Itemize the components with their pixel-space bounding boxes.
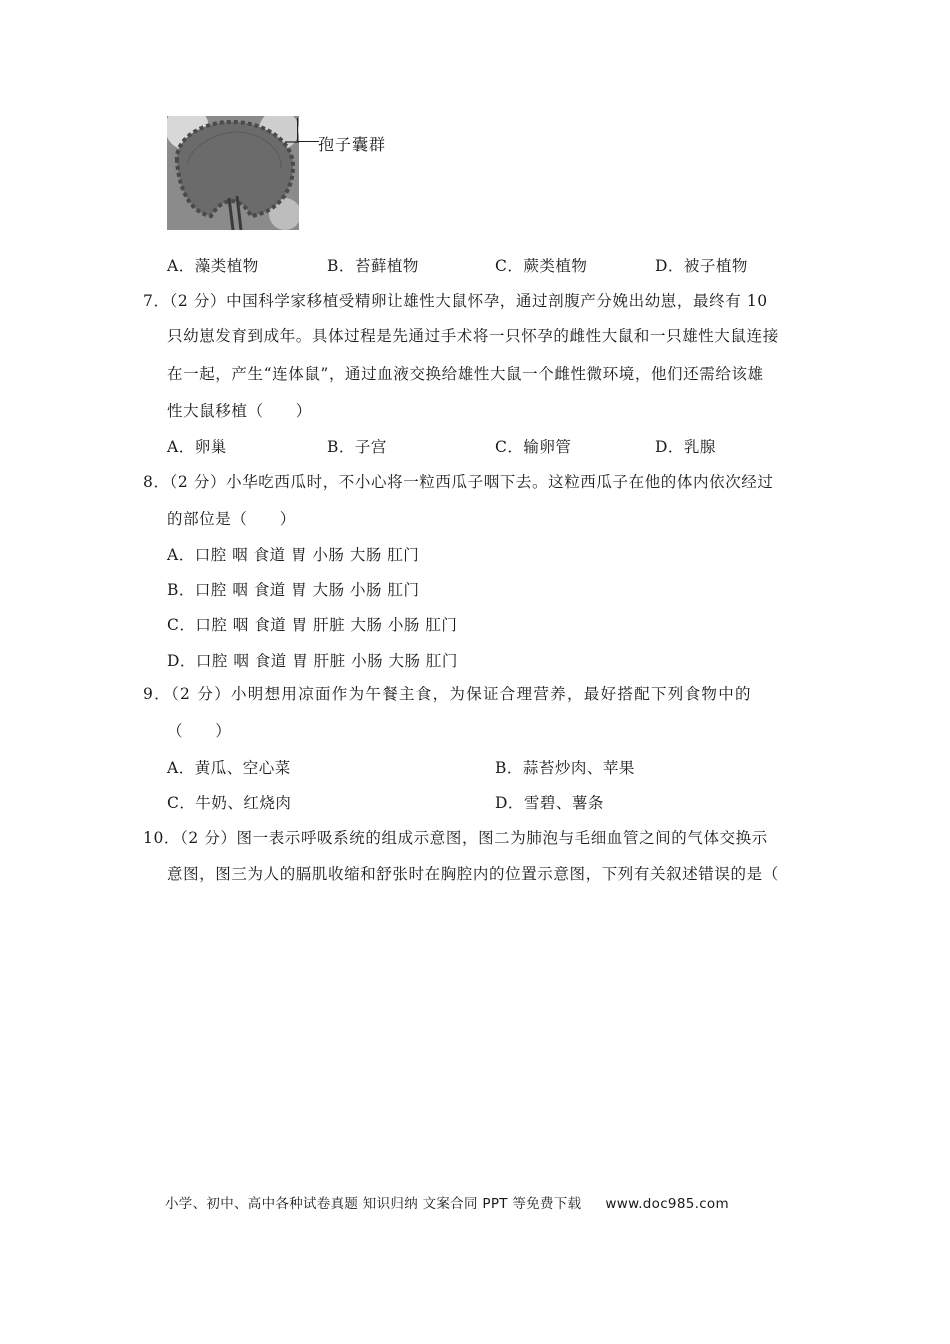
q6-option-a: A．藻类植物	[167, 257, 259, 275]
q6-option-d: D．被子植物	[655, 257, 748, 275]
q8-stem-line-1: 8．（2 分）小华吃西瓜时，不小心将一粒西瓜子咽下去。这粒西瓜子在他的体内依次经过	[143, 473, 774, 491]
q9-stem-line-2: （ ）	[167, 722, 232, 740]
q8-option-b: B．口腔 咽 食道 胃 大肠 小肠 肛门	[167, 581, 420, 599]
page-footer	[165, 1192, 729, 1212]
q10-stem-line-1: 10．（2 分）图一表示呼吸系统的组成示意图，图二为肺泡与毛细血管之间的气体交换示	[143, 829, 768, 847]
figure-pointer-line	[297, 141, 319, 142]
figure-pointer-tick	[297, 118, 298, 142]
q9-option-b: B．蒜苔炒肉、苹果	[495, 759, 635, 777]
q9-option-d: D．雪碧、薯条	[495, 794, 604, 812]
q7-option-d: D．乳腺	[655, 438, 716, 456]
q9-option-c: C．牛奶、红烧肉	[167, 794, 292, 812]
q9-stem-line-1: 9．（2 分）小明想用凉面作为午餐主食，为保证合理营养，最好搭配下列食物中的	[143, 685, 752, 703]
q7-option-c: C．输卵管	[495, 438, 572, 456]
q7-stem-line-2: 只幼崽发育到成年。具体过程是先通过手术将一只怀孕的雌性大鼠和一只雄性大鼠连接	[167, 327, 779, 345]
q7-stem-line-3: 在一起，产生“连体鼠”，通过血液交换给雄性大鼠一个雌性微环境，他们还需给该雄	[167, 365, 764, 383]
q9-option-a: A．黄瓜、空心菜	[167, 759, 291, 777]
fern-leaf-figure	[167, 116, 299, 230]
q6-option-b: B．苔藓植物	[327, 257, 419, 275]
footer-text: 小学、初中、高中各种试卷真题 知识归纳 文案合同 PPT 等免费下载	[165, 1196, 582, 1212]
q10-stem-line-2: 意图，图三为人的膈肌收缩和舒张时在胸腔内的位置示意图，下列有关叙述错误的是（	[167, 865, 779, 883]
q7-option-a: A．卵巢	[167, 438, 227, 456]
q7-stem-line-4: 性大鼠移植（ ）	[167, 402, 312, 420]
q8-option-a: A．口腔 咽 食道 胃 小肠 大肠 肛门	[167, 546, 420, 564]
q8-option-c: C．口腔 咽 食道 胃 肝脏 大肠 小肠 肛门	[167, 616, 458, 634]
q6-option-c: C．蕨类植物	[495, 257, 588, 275]
q7-option-b: B．子宫	[327, 438, 387, 456]
q8-stem-line-2: 的部位是（ ）	[167, 510, 296, 528]
q8-option-d: D．口腔 咽 食道 胃 肝脏 小肠 大肠 肛门	[167, 652, 458, 670]
footer-url[interactable]: www.doc985.com	[605, 1196, 729, 1212]
q7-stem-line-1: 7．（2 分）中国科学家移植受精卵让雄性大鼠怀孕，通过剖腹产分娩出幼崽，最终有 10	[143, 292, 768, 310]
figure-label: 孢子囊群	[318, 135, 387, 154]
